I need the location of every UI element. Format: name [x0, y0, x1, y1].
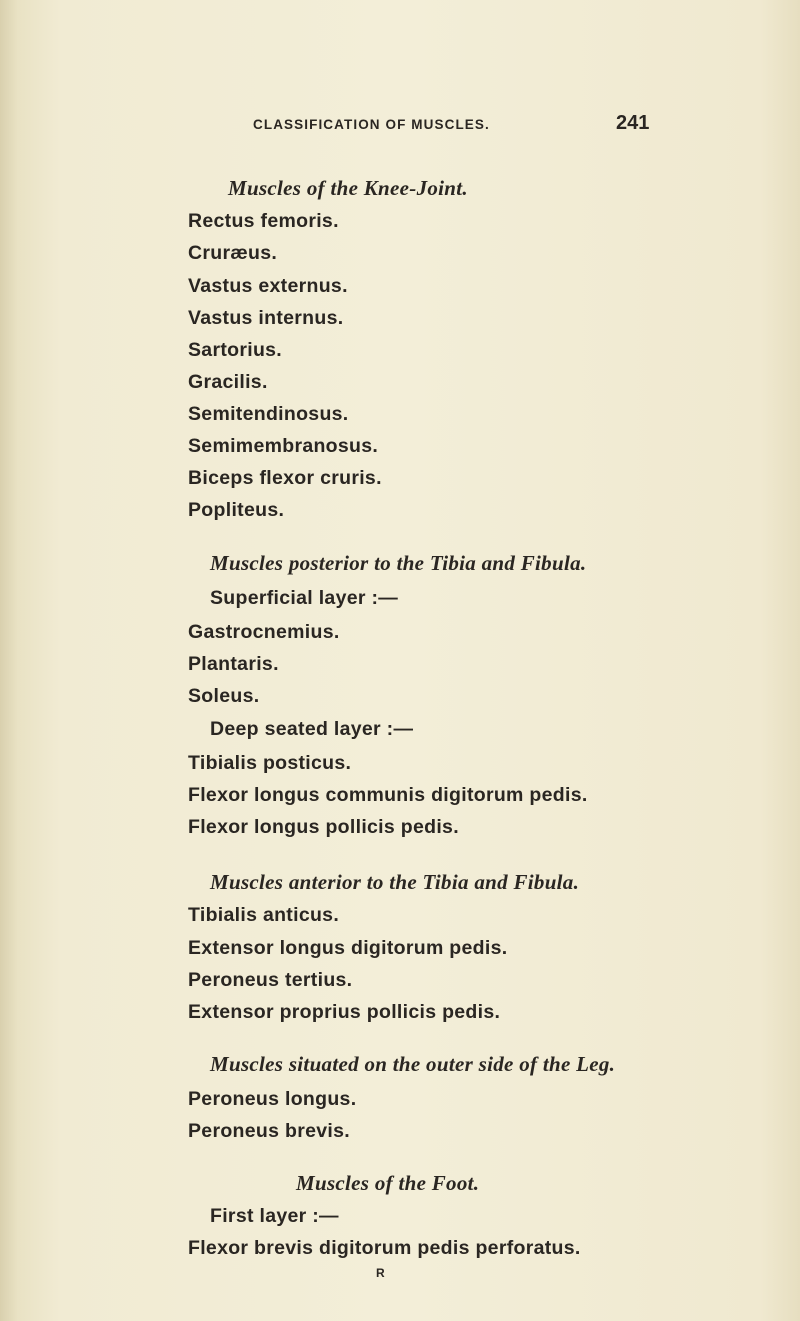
list-item: Sartorius. — [188, 339, 283, 361]
list-item: Semimembranosus. — [188, 435, 379, 457]
list-item: Soleus. — [188, 685, 260, 707]
list-item: Peroneus longus. — [188, 1088, 357, 1110]
list-item: Biceps flexor cruris. — [188, 467, 382, 489]
list-item: Rectus femoris. — [188, 210, 339, 232]
list-item: Flexor brevis digitorum pedis perforatus. — [188, 1237, 581, 1259]
list-item: Extensor longus digitorum pedis. — [188, 937, 508, 959]
sublayer-label: First layer :— — [210, 1205, 339, 1227]
section-heading-foot: Muscles of the Foot. — [296, 1171, 480, 1195]
list-item: Vastus internus. — [188, 307, 344, 329]
section-heading-posterior: Muscles posterior to the Tibia and Fibula. — [210, 551, 587, 575]
page-number: 241 — [616, 112, 650, 134]
signature-mark: R — [376, 1266, 385, 1280]
section-heading-knee-joint: Muscles of the Knee-Joint. — [228, 176, 468, 200]
list-item: Gracilis. — [188, 371, 268, 393]
list-item: Peroneus tertius. — [188, 969, 353, 991]
list-item: Flexor longus pollicis pedis. — [188, 816, 459, 838]
list-item: Flexor longus communis digitorum pedis. — [188, 784, 588, 806]
list-item: Peroneus brevis. — [188, 1120, 350, 1142]
list-item: Vastus externus. — [188, 275, 348, 297]
section-heading-outer-side: Muscles situated on the outer side of the Leg. — [210, 1052, 616, 1076]
sublayer-label: Deep seated layer :— — [210, 718, 414, 740]
section-heading-anterior: Muscles anterior to the Tibia and Fibula. — [210, 870, 580, 894]
list-item: Semitendinosus. — [188, 403, 349, 425]
running-head: CLASSIFICATION OF MUSCLES. — [253, 117, 490, 132]
list-item: Extensor proprius pollicis pedis. — [188, 1001, 501, 1023]
list-item: Plantaris. — [188, 653, 279, 675]
list-item: Popliteus. — [188, 499, 285, 521]
sublayer-label: Superficial layer :— — [210, 587, 399, 609]
list-item: Cruræus. — [188, 242, 278, 264]
list-item: Gastrocnemius. — [188, 621, 340, 643]
list-item: Tibialis anticus. — [188, 904, 340, 926]
list-item: Tibialis posticus. — [188, 752, 352, 774]
